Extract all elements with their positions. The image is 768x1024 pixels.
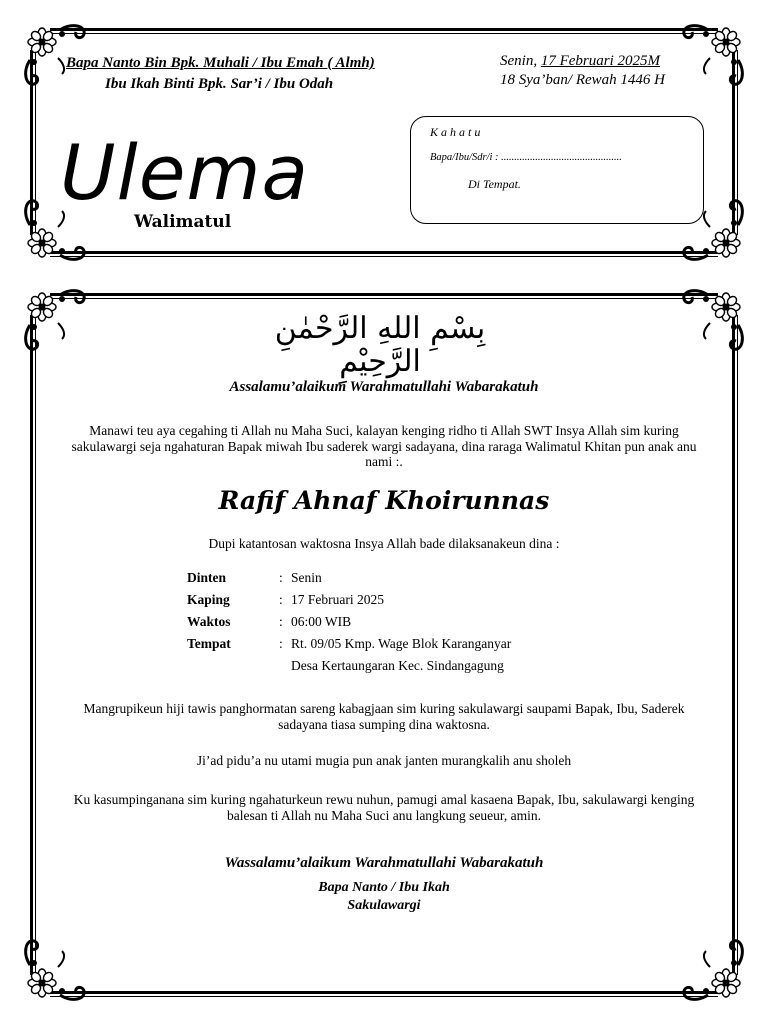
address-line-2: Desa Kertaungaran Kec. Sindangagung: [291, 658, 504, 673]
detail-label: Kaping: [187, 592, 230, 607]
frame-top-border: [50, 28, 718, 34]
hijri-date: 18 Sya’ban/ Rewah 1446 H: [500, 72, 665, 88]
detail-label: Waktos: [187, 614, 231, 629]
detail-colon: :: [279, 636, 283, 651]
signature-names: Bapa Nanto / Ibu Ikah: [318, 880, 450, 895]
signature-family: Sakulawargi: [347, 898, 421, 913]
event-date: [500, 53, 660, 70]
frame-bottom-border: [50, 251, 718, 257]
corner-ornament-icon: [678, 20, 748, 90]
parents-line-2: Ibu Ikah Binti Bpk. Sar’i / Ibu Odah: [105, 76, 334, 92]
bismillah-calligraphy: بِسْمِ اللهِ الرَّحْمٰنِ الرَّحِيْمِ: [274, 311, 486, 379]
greeting: Assalamu’alaikum Warahmatullahi Wabarakatuh: [229, 379, 539, 395]
respect-paragraph: Mangrupikeun hiji tawis panghormatan sareng kabagjaan sim kuring sakulawargi saupami Bapak, Ibu, Saderek sadayana tiasa sumping dina waktosna.: [83, 701, 685, 732]
recipient-line: Bapa/Ibu/Sdr/i : ..............................................: [430, 152, 622, 163]
corner-ornament-icon: [20, 935, 90, 1005]
frame-bottom-border: [50, 991, 718, 997]
detail-row-place: [187, 633, 511, 655]
frame-top-border: [50, 293, 718, 299]
date-main: 17 Februari 2025M: [540, 53, 660, 69]
detail-value: Rt. 09/05 Kmp. Wage Blok Karanganyar: [291, 636, 512, 651]
parents-line-1: Bapa Nanto Bin Bpk. Muhali / Ibu Emah ( Almh): [66, 55, 375, 71]
detail-label: Tempat: [187, 636, 231, 651]
frame-right-border: [732, 315, 738, 975]
detail-row-address: [187, 655, 511, 677]
event-details-table: [187, 567, 511, 677]
detail-colon: :: [279, 592, 283, 607]
detail-colon: :: [279, 570, 283, 585]
title-big: Ulema: [60, 128, 310, 217]
corner-ornament-icon: [20, 285, 90, 355]
intro-paragraph: Manawi teu aya cegahing ti Allah nu Maha Suci, kalayan kenging ridho ti Allah SWT Insya Allah sim kuring sakulawargi seja ngahaturan Bapak miwah Ibu saderek wargi sadayana, dina raraga Walimatul Khitan pun anak anu nami :.: [71, 423, 697, 469]
detail-value: 17 Februari 2025: [291, 592, 384, 607]
detail-value: 06:00 WIB: [291, 614, 352, 629]
detail-colon: :: [279, 614, 283, 629]
pre-details-text: Dupi katantosan waktosna Insya Allah bade dilaksanakeun dina :: [208, 536, 560, 551]
detail-value: Senin: [291, 570, 322, 585]
detail-label: Dinten: [187, 570, 227, 585]
kahatu-label: K a h a t u: [430, 125, 481, 139]
detail-row-day: [187, 567, 511, 589]
corner-ornament-icon: [678, 285, 748, 355]
date-prefix: Senin,: [500, 53, 541, 69]
corner-ornament-icon: [678, 935, 748, 1005]
detail-row-date: [187, 589, 511, 611]
title-small: Walimatul: [134, 212, 232, 232]
thanks-paragraph: Ku kasumpinganana sim kuring ngahaturkeun rewu nuhun, pamugi amal kasaena Bapak, Ibu, sakulawargi kenging balesan ti Allah nu Maha Suci anu langkung seueur, amin.: [73, 792, 695, 823]
detail-row-time: [187, 611, 511, 633]
child-name: Rafif Ahnaf Khoirunnas: [218, 486, 550, 515]
recipient-box: [410, 116, 704, 224]
closing-greeting: Wassalamu’alaikum Warahmatullahi Wabarakatuh: [224, 855, 544, 871]
recipient-place: Di Tempat.: [468, 177, 521, 191]
frame-left-border: [30, 315, 36, 975]
prayer-paragraph: Ji’ad pidu’a nu utami mugia pun anak janten murangkalih anu sholeh: [196, 753, 572, 768]
